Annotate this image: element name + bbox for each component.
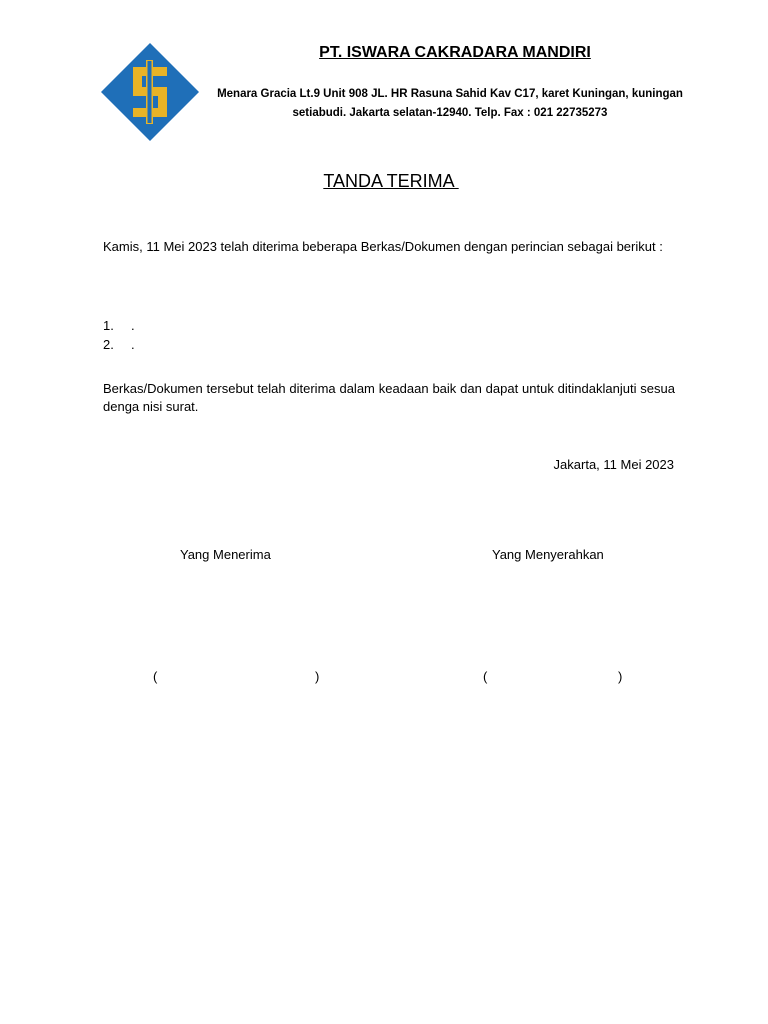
receiver-label: Yang Menerima [180,547,271,562]
list-item-number: 2. [103,337,114,352]
closing-paragraph: Berkas/Dokumen tersebut telah diterima dalam keadaan baik dan dapat untuk ditindaklanjuti sesua denga nisi surat. [103,381,675,414]
list-item [103,335,135,354]
address-line-1: Menara Gracia Lt.9 Unit 908 JL. HR Rasuna Sahid Kav C17, karet Kuningan, kuningan [217,88,683,100]
giver-label: Yang Menyerahkan [492,547,604,562]
list-item-text: . [131,318,135,333]
list-item-text: . [131,337,135,352]
receiver-close-paren: ) [315,669,320,684]
company-address [205,85,695,123]
company-logo-icon [100,42,200,142]
intro-paragraph: Kamis, 11 Mei 2023 telah diterima beberapa Berkas/Dokumen dengan perincian sebagai berikut : [103,239,663,254]
list-item [103,316,135,335]
address-line-2: setiabudi. Jakarta selatan-12940. Telp. Fax : 021 22735273 [292,107,608,119]
document-list [103,316,135,354]
place-date: Jakarta, 11 Mei 2023 [553,457,674,472]
giver-open-paren: ( [483,669,488,684]
giver-close-paren: ) [618,669,623,684]
receiver-open-paren: ( [153,669,158,684]
company-name: PT. ISWARA CAKRADARA MANDIRI [319,44,591,61]
document-title: TANDA TERIMA [323,171,459,191]
list-item-number: 1. [103,318,114,333]
